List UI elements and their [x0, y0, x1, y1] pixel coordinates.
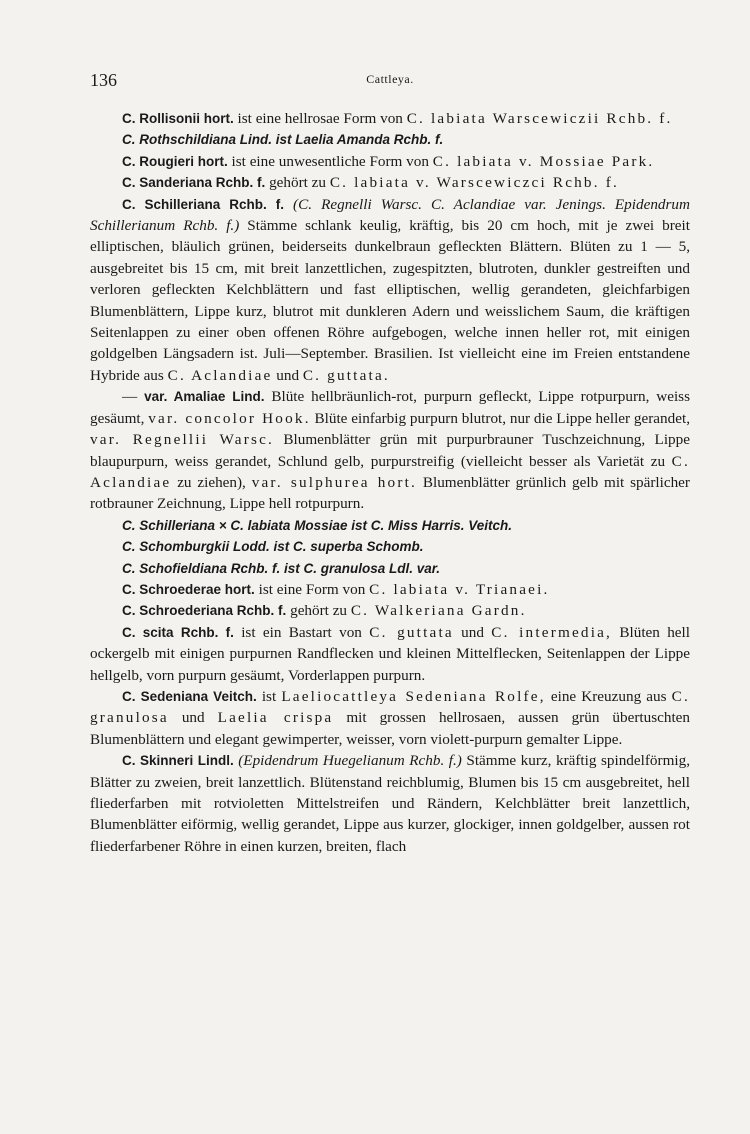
- entry-name: C. Sedeniana Veitch.: [122, 688, 257, 704]
- entry-schroederiana: C. Schroederiana Rchb. f. gehört zu C. Walkeriana Gardn.: [122, 602, 527, 620]
- description: Stämme kurz, kräftig spindelförmig, Blätter zu zweien, breit lanzettlich. Blütenstand reichblumig, Blumen bis 15 cm ausgebreitet, hell fliederfarben mit rotvioletten Mittelstreifen und Rändern, Kelchblätter breit lanzettlich, Blumenblätter eiförmig, wellig gerandet, Lippe aus kurzer, glockiger, innen goldgelber, aussen rot fliederfarbener Röhre in einen kurzen, breiten, flach: [90, 752, 690, 855]
- entry-name: C. Skinneri Lindl.: [122, 753, 234, 769]
- spaced-reference: C. guttata: [369, 623, 454, 641]
- spaced-reference: C. labiata Warscewiczii Rchb. f.: [406, 110, 673, 127]
- entry-name: C. Rollisonii hort.: [122, 111, 234, 126]
- spaced-reference: C. guttata.: [302, 366, 390, 384]
- entry-name: C. Schroederiana Rchb. f.: [122, 603, 287, 619]
- running-head: Cattleya.: [366, 72, 414, 86]
- synonym-list: (Epidendrum Huegelianum Rchb. f.): [233, 752, 462, 770]
- page-header: [90, 70, 690, 94]
- spaced-reference: C. labiata v. Warscewiczci Rchb. f.: [329, 174, 619, 192]
- body-text: [90, 108, 690, 857]
- entry-schomburgkii: [90, 536, 690, 557]
- entry-rothschildiana: [90, 129, 690, 150]
- spaced-reference: C. Walkeriana Gardn.: [350, 602, 527, 620]
- spaced-reference: C. granulosa: [90, 687, 690, 727]
- spaced-reference: C. intermedia,: [491, 623, 613, 641]
- spaced-reference: var. Regnellii Warsc.: [90, 431, 275, 449]
- spaced-reference: C. Aclandiae: [90, 452, 690, 491]
- entry-schilleriana-hybrid: [90, 515, 690, 536]
- synonym-line: C. Schomburgkii Lodd. ist C. superba Schomb.: [122, 539, 424, 555]
- spaced-reference: C. labiata v. Trianaei.: [369, 580, 550, 598]
- synonym-list: (C. Regnelli Warsc. C. Aclandiae var. Jenings. Epidendrum Schillerianum Rchb. f.): [90, 195, 690, 235]
- spaced-reference: C. Aclandiae: [167, 366, 273, 384]
- entry-scita: C. scita Rchb. f. ist ein Bastart von C. guttata und C. intermedia, Blüten hell ockergelb mit einigen purpurnen Randflecken und kleinen Mittelflecken, Seitenlappen der Lippe hellgelb, vorn purpurn gesäumt, Vorderlappen purpurn.: [90, 623, 690, 684]
- entry-name: C. Schilleriana Rchb. f.: [122, 196, 285, 212]
- entry-rougieri: C. Rougieri hort. ist eine unwesentliche Form von C. labiata v. Mossiae Park.: [122, 152, 655, 170]
- description: mit grossen hellrosaen, aussen grün übertuschten Blumenblättern und elegant gewimperter, weisser, vorn violett-purpurn gemalter Lippe.: [90, 709, 690, 748]
- synonym-line: C. Schilleriana × C. labiata Mossiae ist C. Miss Harris. Veitch.: [122, 517, 513, 533]
- spaced-reference: var. concolor Hook.: [148, 409, 311, 427]
- entry-amaliae: — var. Amaliae Lind. Blüte hellbräunlich-rot, purpurn gefleckt, Lippe rotpurpurn, weiss gesäumt, var. concolor Hook. Blüte einfarbig purpurn blutrot, nur die Lippe heller gerandet, var. Regnellii Warsc. Blumenblätter grün mit purpurbrauner Tuschzeichnung, Lippe blaupurpurn, weiss gerandet, Schlund gelb, purpurstreifig (vielleicht besser als Varietät zu C. Aclandiae zu ziehen), var. sulphurea hort. Blumenblätter grünlich gelb mit spärlicher rotbrauner Zeichnung, Lippe hell rotpurpurn.: [90, 388, 691, 513]
- synonym-line: C. Schofieldiana Rchb. f. ist C. granulosa Ldl. var.: [122, 560, 441, 576]
- entry-schroederae: C. Schroederae hort. ist eine Form von C. labiata v. Trianaei.: [122, 580, 550, 598]
- entry-name: C. scita Rchb. f.: [122, 624, 234, 640]
- entry-sanderiana: C. Sanderiana Rchb. f. gehört zu C. labiata v. Warscewiczci Rchb. f.: [122, 174, 619, 192]
- entry-skinneri: [90, 750, 690, 857]
- entry-name: C. Rougieri hort.: [122, 153, 228, 169]
- spaced-reference: Laelia crispa: [217, 709, 334, 727]
- page-number: 136: [90, 70, 117, 90]
- entry-schofieldiana: [90, 558, 690, 579]
- entry-schilleriana: C. Schilleriana Rchb. f. (C. Regnelli Warsc. C. Aclandiae var. Jenings. Epidendrum Schillerianum Rchb. f.) Stämme schlank keulig, kräftig, bis 20 cm hoch, mit je zwei breit elliptischen, bläulich grünen, beiderseits dunkelbraun gefleckten Blättern. Blüten zu 1 — 5, ausgebreitet bis 15 cm, mit breit lanzettlichen, zugespitzten, blutroten, dunkler gestreiften und verloren gefleckten Kelchblättern und fast elliptischen, wellig gerandeten, gleichfarbigen Blumenblättern, Lippe kurz, blutrot mit dunkleren Adern und weisslichem Saum, die kräftigen Seitenlappen zu einer oben offenen Röhre aufgebogen, welche innen heller rot, mit einigen goldgelben Längsadern ist. Juli—September. Brasilien. Ist vielleicht eine im Freien entstandene Hybride aus C. Aclandiae und C. guttata.: [90, 195, 690, 384]
- synonym-line: C. Rothschildiana Lind. ist Laelia Amanda Rchb. f.: [122, 132, 444, 148]
- entry-name: var. Amaliae Lind.: [144, 389, 265, 405]
- entry-name: C. Schroederae hort.: [122, 581, 255, 597]
- entry-name: C. Sanderiana Rchb. f.: [122, 175, 266, 191]
- entry-sedeniana: C. Sedeniana Veitch. ist Laeliocattleya Sedeniana Rolfe, eine Kreuzung aus C. granulosa und Laelia crispa mit grossen hellrosaen, aussen grün übertuschten Blumenblättern und elegant gewimperter, weisser, vorn violett-purpurn gemalter Lippe.: [90, 687, 690, 748]
- entry-rollisonii: C. Rollisonii hort. ist eine hellrosae Form von C. labiata Warscewiczii Rchb. f.: [122, 110, 673, 127]
- spaced-reference: C. labiata v. Mossiae Park.: [432, 152, 655, 170]
- spaced-reference: var. sulphurea hort.: [251, 473, 418, 491]
- spaced-reference: Laeliocattleya Sedeniana Rolfe,: [281, 687, 546, 705]
- description: Stämme schlank keulig, kräftig, bis 20 cm hoch, mit je zwei breit elliptischen, bläulich grünen, beiderseits dunkelbraun gefleckten Blättern. Blüten zu 1 — 5, ausgebreitet bis 15 cm, mit breit lanzettlichen, zugespitzten, blutroten, dunkler gestreiften und verloren gefleckten Kelchblättern und fast elliptischen, wellig gerandeten, gleichfarbigen Blumenblättern, Lippe kurz, blutrot mit dunkleren Adern und weisslichem Saum, die kräftigen Seitenlappen zu einer oben offenen Röhre aufgebogen, welche innen heller rot, mit einigen goldgelben Längsadern ist. Juli—September. Brasilien. Ist vielleicht eine im Freien entstandene Hybride aus: [90, 217, 690, 384]
- description: Blüten hell ockergelb mit einigen purpurnen Randflecken und kleinen Mittelflecken, Seitenlappen der Lippe hellgelb, vorn purpurn gesäumt, Vorderlappen purpurn.: [90, 623, 690, 684]
